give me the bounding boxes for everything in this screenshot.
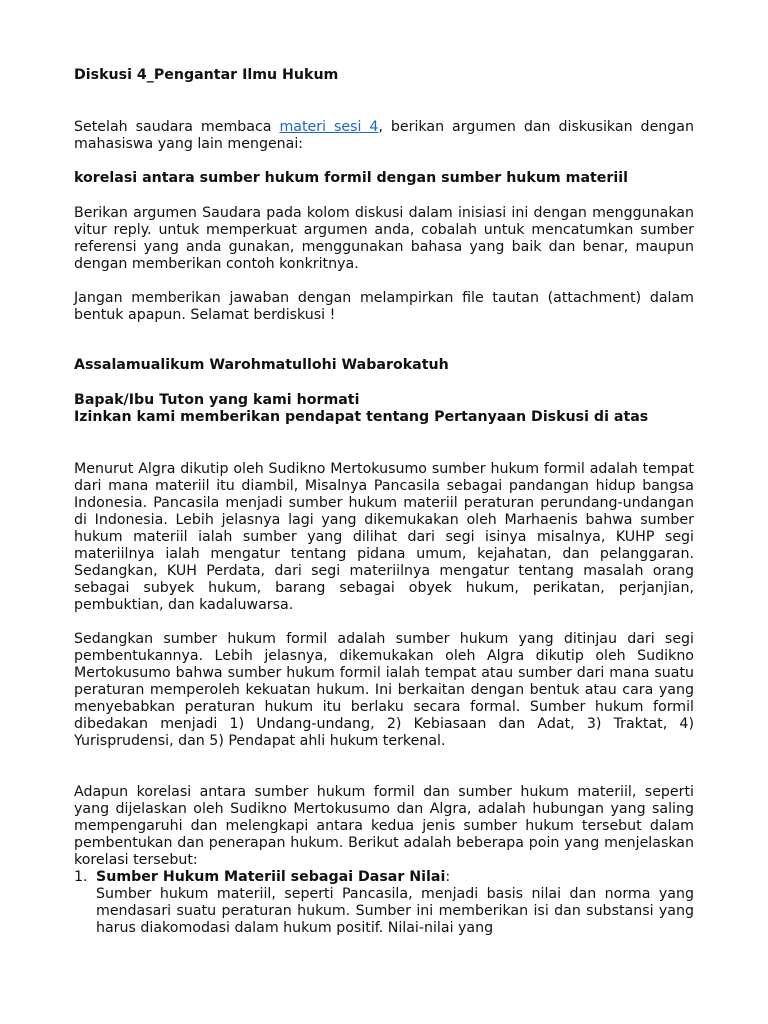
intro-text-after-link: , berikan argumen dan diskusikan dengan mahasiswa yang lain mengenai:: [74, 119, 694, 152]
list-item-colon: :: [445, 869, 451, 885]
intro-paragraph: [74, 119, 694, 153]
document-title: Diskusi 4_Pengantar Ilmu Hukum: [74, 67, 339, 83]
discussion-topic: korelasi antara sumber hukum formil dengan sumber hukum materiil: [74, 170, 629, 186]
salutation-intro: Izinkan kami memberikan pendapat tentang Pertanyaan Diskusi di atas: [74, 409, 649, 425]
list-item: [74, 869, 694, 937]
greeting: Assalamualikum Warohmatullohi Wabarokatuh: [74, 357, 449, 373]
answer-paragraph-1: Menurut Algra dikutip oleh Sudikno Mertokusumo sumber hukum formil adalah tempat dari mana materiil itu diambil, Misalnya Pancasila sebagai pandangan hidup bangsa Indonesia. Pancasila menjadi sumber hukum materiil peraturan perundang-undangan di Indonesia. Lebih jelasnya lagi yang dikemukakan oleh Marhaenis bahwa sumber hukum materiil ialah sumber yang dilihat dari segi isinya misalnya, KUHP segi materiilnya ialah mengatur tentang pidana umum, kejahatan, dan pelanggaran. Sedangkan, KUH Perdata, dari segi materiilnya mengatur tentang masalah orang sebagai subyek hukum, barang sebagai obyek hukum, perikatan, perjanjian, pembuktian, dan kadaluwarsa.: [74, 461, 694, 613]
instruction-paragraph-1: Berikan argumen Saudara pada kolom diskusi dalam inisiasi ini dengan menggunakan vitur reply. untuk memperkuat argumen anda, cobalah untuk mencatumkan sumber referensi yang anda gunakan, menggunakan bahasa yang baik dan benar, maupun dengan memberikan contoh konkritnya.: [74, 205, 694, 272]
list-item-body: Sumber hukum materiil, seperti Pancasila, menjadi basis nilai dan norma yang mendasari suatu peraturan hukum. Sumber ini memberikan isi dan substansi yang harus diakomodasi dalam hukum positif. Nilai-nilai yang: [96, 886, 694, 936]
correlation-list: [74, 869, 694, 937]
instruction-paragraph-2: Jangan memberikan jawaban dengan melampirkan file tautan (attachment) dalam bentuk apapun. Selamat berdiskusi !: [74, 290, 694, 323]
materi-sesi-link[interactable]: materi sesi 4: [279, 119, 379, 135]
intro-text-before-link: Setelah saudara membaca: [74, 119, 280, 135]
answer-paragraph-2: Sedangkan sumber hukum formil adalah sumber hukum yang ditinjau dari segi pembentukannya. Lebih jelasnya, dikemukakan oleh Algra dikutip oleh Sudikno Mertokusumo bahwa sumber hukum formil ialah tempat atau sumber dari mana suatu peraturan memperoleh kekuatan hukum. Ini berkaitan dengan bentuk atau cara yang menyebabkan peraturan hukum itu berlaku secara formal. Sumber hukum formil dibedakan menjadi 1) Undang-undang, 2) Kebiasaan dan Adat, 3) Traktat, 4) Yurisprudensi, dan 5) Pendapat ahli hukum terkenal.: [74, 631, 694, 749]
answer-paragraph-3: Adapun korelasi antara sumber hukum formil dan sumber hukum materiil, seperti yang dijelaskan oleh Sudikno Mertokusumo dan Algra, adalah hubungan yang saling mempengaruhi dan melengkapi antara kedua jenis sumber hukum tersebut dalam pembentukan dan penerapan hukum. Berikut adalah beberapa poin yang menjelaskan korelasi tersebut:: [74, 784, 694, 868]
list-item-heading: Sumber Hukum Materiil sebagai Dasar Nilai: [96, 869, 446, 885]
salutation: Bapak/Ibu Tuton yang kami hormati: [74, 392, 360, 408]
list-item-number: 1.: [74, 869, 88, 885]
